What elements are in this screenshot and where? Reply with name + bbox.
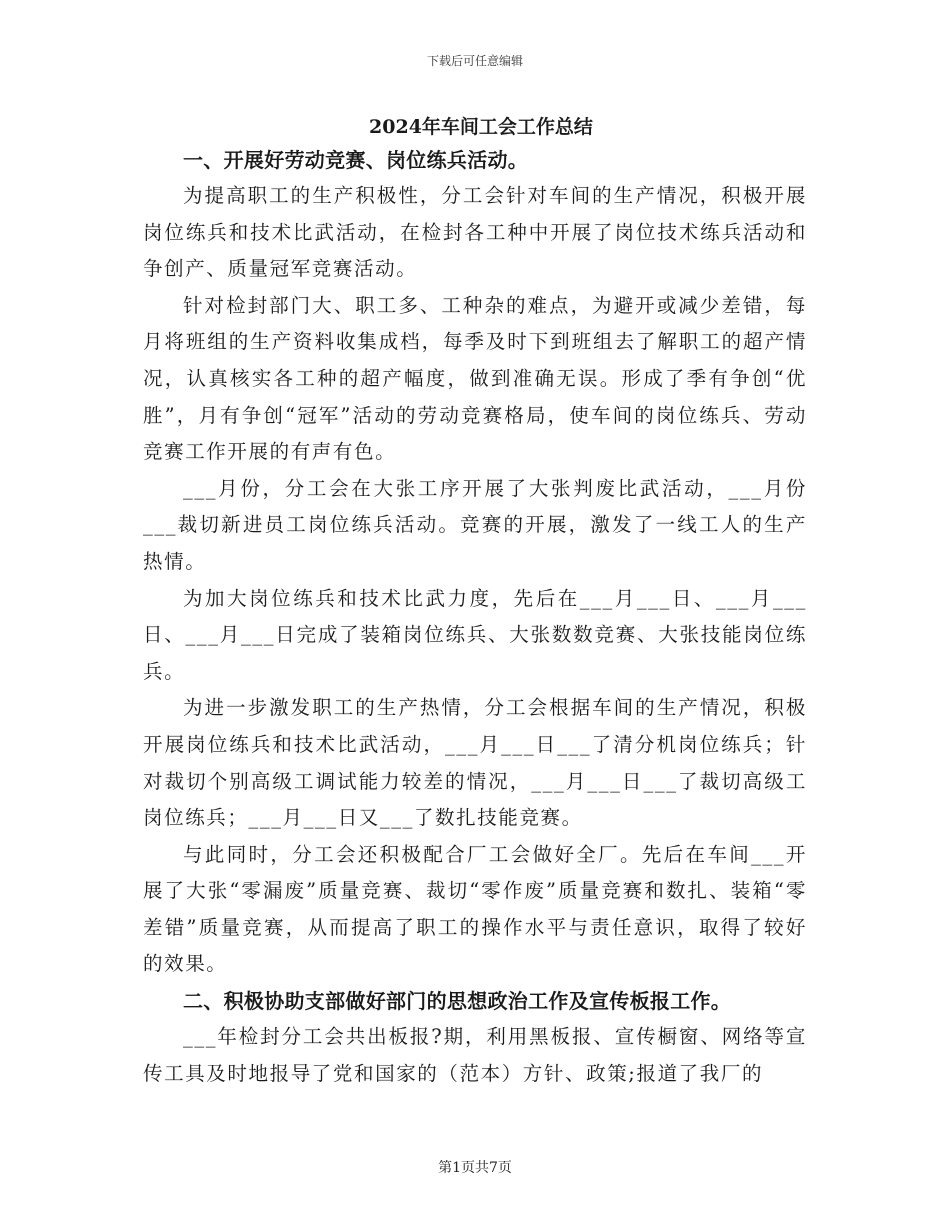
paragraph-3: ___月份，分工会在大张工序开展了大张判废比武活动，___月份___裁切新进员工岗位练兵活动。竞赛的开展，激发了一线工人的生产热情。 (143, 476, 807, 573)
paragraph-5: 为进一步激发职工的生产热情，分工会根据车间的生产情况，积极开展岗位练兵和技术比武活动，___月___日___了清分机岗位练兵；针对裁切个别高级工调试能力较差的情况，___月___日___了裁切高级工岗位练兵；___月___日又___了数扎技能竞赛。 (143, 696, 807, 830)
page-footer: 第1页共7页 (438, 1160, 512, 1176)
paragraph-1: 为提高职工的生产积极性，分工会针对车间的生产情况，积极开展岗位练兵和技术比武活动，在检封各工种中开展了岗位技术练兵活动和争创产、质量冠军竞赛活动。 (143, 184, 807, 281)
paragraph-2: 针对检封部门大、职工多、工种杂的难点，为避开或减少差错，每月将班组的生产资料收集成档，每季及时下到班组去了解职工的超产情况，认真核实各工种的超产幅度，做到准确无误。形成了季有争创“优胜”，月有争创“冠军”活动的劳动竞赛格局，使车间的岗位练兵、劳动竞赛工作开展的有声有色。 (143, 293, 807, 464)
paragraph-6: 与此同时，分工会还积极配合厂工会做好全厂。先后在车间___开展了大张“零漏废”质量竞赛、裁切“零作废”质量竞赛和数扎、装箱“零差错”质量竞赛，从而提高了职工的操作水平与责任意识，取得了较好的效果。 (143, 842, 807, 976)
header-note: 下载后可任意编辑 (426, 54, 523, 68)
document-title: 2024年车间工会工作总结 (369, 116, 593, 138)
section-heading-1: 一、开展好劳动竞赛、岗位练兵活动。 (183, 148, 529, 172)
paragraph-4: 为加大岗位练兵和技术比武力度，先后在___月___日、___月___日、___月___日完成了装箱岗位练兵、大张数数竞赛、大张技能岗位练兵。 (143, 586, 807, 683)
document-body (143, 112, 807, 1092)
paragraph-7: ___年检封分工会共出板报?期，利用黑板报、宣传橱窗、网络等宣传工具及时地报导了党和国家的（范本）方针、政策;报道了我厂的 (143, 1025, 807, 1085)
section-heading-2: 二、积极协助支部做好部门的思想政治工作及宣传板报工作。 (183, 989, 732, 1014)
